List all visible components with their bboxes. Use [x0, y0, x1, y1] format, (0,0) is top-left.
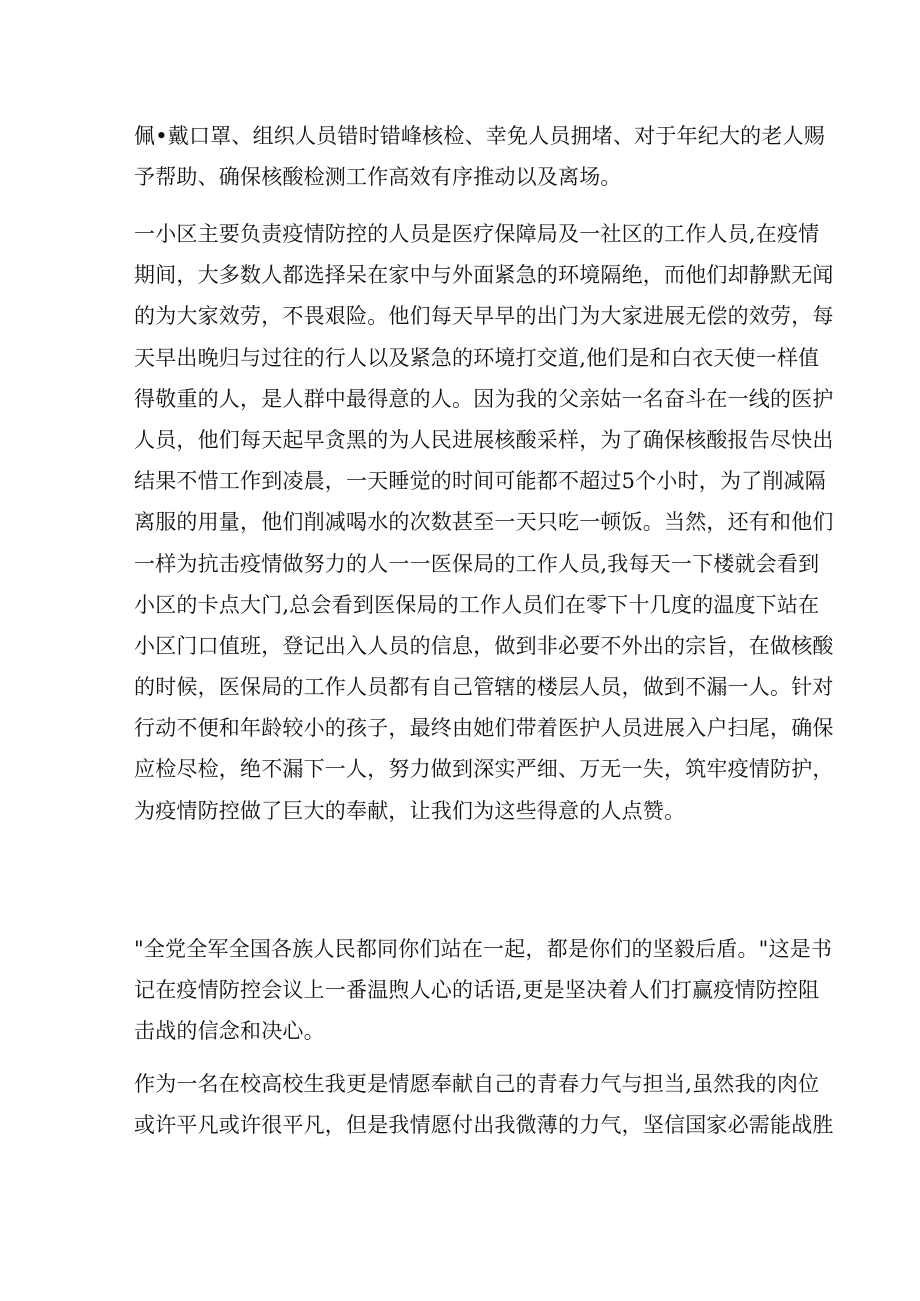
- text-line: 天早出晚归与过往的行人以及紧急的环境打交道,他们是和白衣天使一样值: [134, 345, 820, 370]
- text-line: 小区门口值班，登记出入人员的信息，做到非必要不外出的宗旨，在做核酸: [134, 633, 834, 658]
- text-line: 结果不惜工作到凌晨，一天睡觉的时间可能都不超过5个小时，为了削减隔: [134, 469, 826, 494]
- text-line: 应检尽检，绝不漏下一人，努力做到深实严细、万无一失，筑牢疫情防护，: [134, 757, 834, 782]
- text-line: 得敬重的人，是人群中最得意的人。因为我的父亲姑一名奋斗在一线的医护: [134, 386, 834, 411]
- text-line: "全党全军全国各族人民都同你们站在一起，都是你们的坚毅后盾。"这是书: [134, 937, 833, 961]
- text-line: 人员，他们每天起早贪黑的为人民进展核酸采样，为了确保核酸报告尽快出: [134, 427, 834, 452]
- text-line: 予帮助、确保核酸检测工作高效有序推动以及离场。: [134, 165, 622, 190]
- text-line: 期间，大多数人都选择呆在家中与外面紧急的环境隔绝，而他们却静默无闻: [134, 263, 834, 288]
- text-line: 离服的用量，他们削减喝水的次数甚至一天只吃一顿饭。当然，还有和他们: [134, 510, 834, 535]
- text-line: 的时候，医保局的工作人员都有自己管辖的楼层人员，做到不漏一人。针对: [134, 675, 834, 700]
- text-line: 为疫情防控做了巨大的奉献，让我们为这些得意的人点赞。: [134, 798, 686, 823]
- paragraph-2: [134, 214, 834, 832]
- text-line: 小区的卡点大门,总会看到医保局的工作人员们在零下十几度的温度下站在: [134, 592, 820, 617]
- text-line: 或许平凡或许很平凡，但是我情愿付出我微薄的力气，坚信国家必需能战胜: [134, 1113, 834, 1138]
- text-line: 作为一名在校高校生我更是情愿奉献自己的青春力气与担当,虽然我的肉位: [134, 1072, 820, 1096]
- text-line: 一样为抗击疫情做努力的人一一医保局的工作人员,我每天一下楼就会看到: [134, 551, 820, 576]
- text-line: 击战的信念和决心。: [134, 1019, 325, 1044]
- paragraph-3: [134, 929, 833, 1053]
- text-line: 行动不便和年龄较小的孩子，最终由她们带着医护人员进展入户扫尾，确保: [134, 716, 834, 741]
- paragraph-4: [134, 1064, 834, 1146]
- text-line: 记在疫情防控会议上一番温煦人心的话语,更是坚决着人们打赢疫情防控阻: [134, 978, 820, 1003]
- text-line: 一小区主要负责疫情防控的人员是医疗保障局及一社区的工作人员,在疫情: [134, 222, 820, 246]
- text-line: 佩•戴口罩、组织人员错时错峰核检、幸免人员拥堵、对于年纪大的老人赐: [134, 124, 825, 148]
- text-line: 的为大家效劳，不畏艰险。他们每天早早的出门为大家进展无偿的效劳，每: [134, 304, 834, 329]
- paragraph-1: [134, 116, 825, 198]
